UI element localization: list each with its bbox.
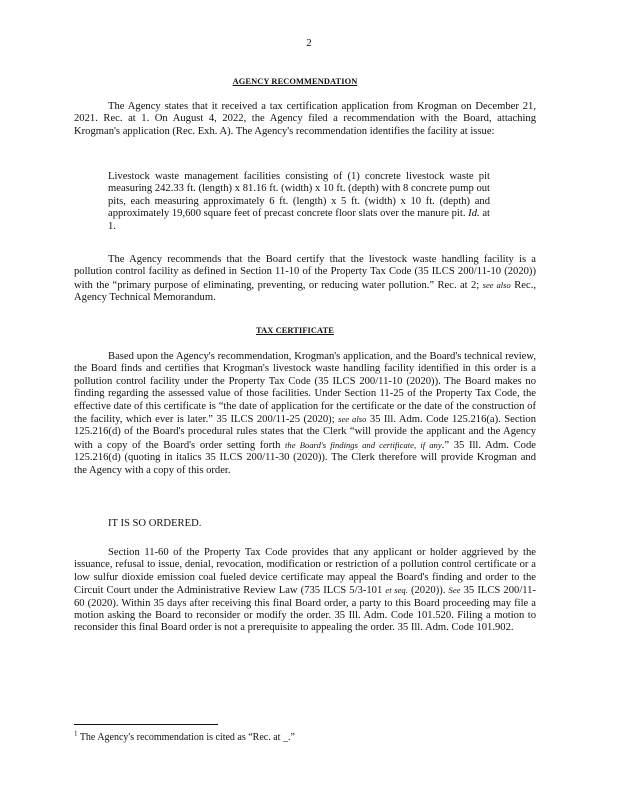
section-heading-tax-certificate: TAX CERTIFICATE xyxy=(256,326,334,335)
paragraph-board-findings: Based upon the Agency's recommendation, Krogman's application, and the Board's technical review, the Board finds and certifies that Krogman's livestock waste handling facility identified in this order is a pollution control facility under the Property Tax Code (35 ILCS 200/11-10 (2020)). The Board makes no finding regarding the assessed value of those facilities. Under Section 11-25 of the Property Tax Code, the effective date of this certificate is “the date of application for the certificate or the date of the construction of the facility, which ever is later.” 35 ILCS 200/11-25 (2020); see also 35 Ill. Adm. Code 125.216(a). Section 125.216(d) of the Board's procedural rules states that the Clerk “will provide the applicant and the Agency with a copy of the Board's order setting forth the Board's findings and certificate, if any.” 35 Ill. Adm. Code 125.216(d) (quoting in italics 35 ILCS 200/11-30 (2020)). The Clerk therefore will provide Krogman and the Agency with a copy of this order. xyxy=(74,351,537,476)
paragraph-agency-recommends: The Agency recommends that the Board certify that the livestock waste handling facility is a pollution control facility as defined in Section 11-10 of the Property Tax Code (35 ILCS 200/11-10 (2020)) with the “primary purpose of eliminating, preventing, or reducing water pollution.” Rec. at 2; see also Rec., Agency Technical Memorandum. xyxy=(74,254,536,304)
section-heading-agency-recommendation: AGENCY RECOMMENDATION xyxy=(232,77,358,86)
block-quote-facility: Livestock waste management facilities consisting of (1) concrete livestock waste pit measuring 242.33 ft. (length) x 81.16 ft. (width) x 10 ft. (depth) with 8 concrete pump out pits, each measuring approximately 6 ft. (length) x 5 ft. (width) x 10 ft. (depth) and approximately 19,600 square feet of precast concrete floor slats over the manure pit. Id. at 1. xyxy=(108,171,490,232)
footnote-marker: 1 xyxy=(74,729,78,738)
footnote-divider xyxy=(74,724,218,725)
page-number: 2 xyxy=(306,37,312,49)
order-statement: IT IS SO ORDERED. xyxy=(108,518,202,529)
quote-citation-id: Id. xyxy=(468,208,480,220)
footnote: $^1$ The Agency's recommendation is cited as “Rec. at _.” xyxy=(74,729,295,743)
paragraph-appeal-rights: Section 11-60 of the Property Tax Code provides that any applicant or holder aggrieved by the issuance, refusal to issue, denial, revocation, modification or restriction of a pollution control certificate or a low sulfur dioxide emission coal fueled device certificate may appeal the Board's finding and order to the Circuit Court under the Administrative Review Law (735 ILCS 5/3-101 et seq. (2020)). See 35 ILCS 200/11-60 (2020). Within 35 days after receiving this final Board order, a party to this Board proceeding may file a motion asking the Board to reconsider or modify the order. 35 Ill. Adm. Code 101.520. Filing a motion to reconsider this final Board order is not a prerequisite to appealing the order. 35 Ill. Adm. Code 101.902. xyxy=(74,547,536,634)
paragraph-agency-statement: The Agency states that it received a tax certification application from Krogman on December 21, 2021. Rec. at 1. On August 4, 2022, the Agency filed a recommendation with the Board, attaching Krogman's application (Rec. Exh. A). The Agency's recommendation identifies the facility at issue: xyxy=(74,101,536,137)
